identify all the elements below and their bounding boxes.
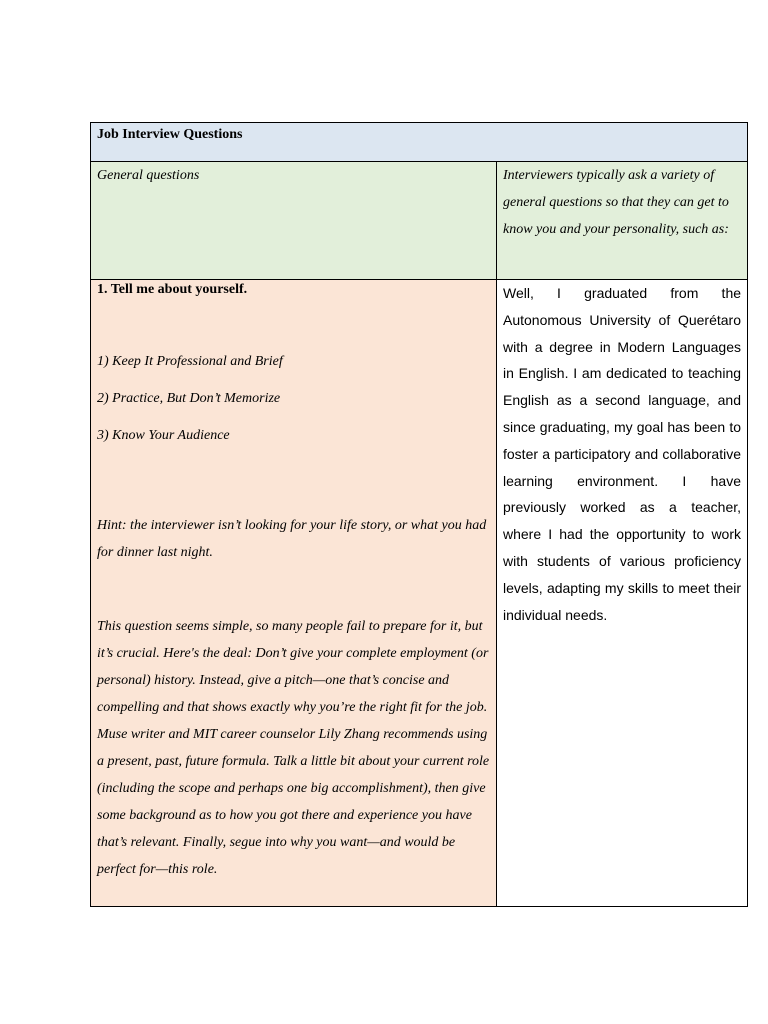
answer-cell: Well, I graduated from the Autonomous University of Querétaro with a degree in Modern Languages in English. I am dedicated to teaching English as a second language, and since graduating, my goal has been to foster a participatory and collaborative learning environment. I have previously worked as a teacher, where I had the opportunity to work with students of various proficiency levels, adapting my skills to meet their individual needs. bbox=[497, 280, 748, 907]
question-title: 1. Tell me about yourself. bbox=[97, 282, 248, 297]
general-questions-label: General questions bbox=[91, 162, 497, 280]
title-row bbox=[91, 123, 748, 162]
interview-questions-table bbox=[90, 122, 748, 907]
tip-item: 1) Keep It Professional and Brief bbox=[97, 354, 283, 369]
tip-item: 3) Know Your Audience bbox=[97, 428, 230, 443]
table-title: Job Interview Questions bbox=[91, 123, 748, 162]
explanation-text: This question seems simple, so many people fail to prepare for it, but it’s crucial. Here's the deal: Don’t give your complete employment (or personal) history. Instead, give a pitch—one that’s concise and compelling and that shows exactly why you’re the right fit for the job. Muse writer and MIT career counselor Lily Zhang recommends using a present, past, future formula. Talk a little bit about your current role (including the scope and perhaps one big accomplishment), then give some background as to how you got there and experience you have that’s relevant. Finally, segue into why you want—and would be perfect for—this role. bbox=[97, 619, 490, 877]
general-questions-description: Interviewers typically ask a variety of general questions so that they can get to know you and your personality, such as: bbox=[497, 162, 748, 280]
question-row bbox=[91, 280, 748, 907]
general-questions-row bbox=[91, 162, 748, 280]
hint-text: Hint: the interviewer isn’t looking for your life story, or what you had for dinner last night. bbox=[97, 518, 487, 560]
question-cell bbox=[91, 280, 497, 907]
tip-item: 2) Practice, But Don’t Memorize bbox=[97, 391, 281, 406]
